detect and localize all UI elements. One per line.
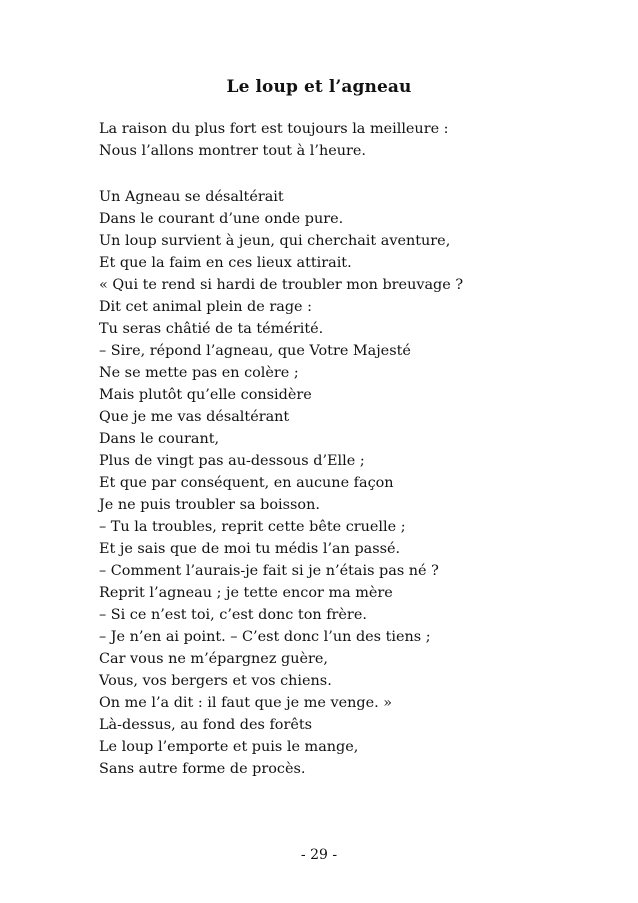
- poem-line: Et que par conséquent, en aucune façon: [99, 475, 394, 491]
- poem-line: Un Agneau se désaltérait: [99, 189, 284, 205]
- poem-line: Dit cet animal plein de rage :: [99, 299, 312, 315]
- poem-line: La raison du plus fort est toujours la meilleure :: [99, 121, 449, 137]
- poem-line: Et que la faim en ces lieux attirait.: [99, 255, 352, 271]
- poem-line: Que je me vas désaltérant: [99, 409, 290, 425]
- poem-line: Mais plutôt qu’elle considère: [99, 387, 312, 403]
- poem-line: Sans autre forme de procès.: [99, 761, 306, 777]
- poem-line: On me l’a dit : il faut que je me venge. »: [99, 695, 393, 711]
- poem-line: Dans le courant,: [99, 431, 220, 447]
- poem-line: Tu seras châtié de ta témérité.: [99, 321, 324, 337]
- poem-line: Le loup l’emporte et puis le mange,: [99, 739, 359, 755]
- stanza-1: [99, 118, 599, 162]
- poem-line: Car vous ne m’épargnez guère,: [99, 651, 328, 667]
- poem-line: Là-dessus, au fond des forêts: [99, 717, 313, 733]
- poem-line: Dans le courant d’une onde pure.: [99, 211, 344, 227]
- poem-body: [99, 118, 599, 780]
- poem-line: – Comment l’aurais-je fait si je n’étais pas né ?: [99, 563, 439, 579]
- stanza-2: [99, 186, 599, 780]
- page-number: - 29 -: [300, 847, 338, 863]
- poem-line: Reprit l’agneau ; je tette encor ma mère: [99, 585, 393, 601]
- poem-line: Je ne puis troubler sa boisson.: [99, 497, 320, 513]
- poem-line: Vous, vos bergers et vos chiens.: [99, 673, 332, 689]
- poem-line: – Sire, répond l’agneau, que Votre Majesté: [99, 343, 411, 359]
- poem-line: Nous l’allons montrer tout à l’heure.: [99, 143, 366, 159]
- poem-line: Ne se mette pas en colère ;: [99, 365, 299, 381]
- poem-line: – Tu la troubles, reprit cette bête cruelle ;: [99, 519, 406, 535]
- poem-title: Le loup et l’agneau: [226, 77, 412, 97]
- poem-line: Un loup survient à jeun, qui cherchait aventure,: [99, 233, 451, 249]
- poem-line: Plus de vingt pas au-dessous d’Elle ;: [99, 453, 365, 469]
- poem-line: « Qui te rend si hardi de troubler mon breuvage ?: [99, 277, 464, 293]
- poem-line: Et je sais que de moi tu médis l’an passé.: [99, 541, 401, 557]
- poem-line: – Je n’en ai point. – C’est donc l’un des tiens ;: [99, 629, 431, 645]
- poem-line: – Si ce n’est toi, c’est donc ton frère.: [99, 607, 367, 623]
